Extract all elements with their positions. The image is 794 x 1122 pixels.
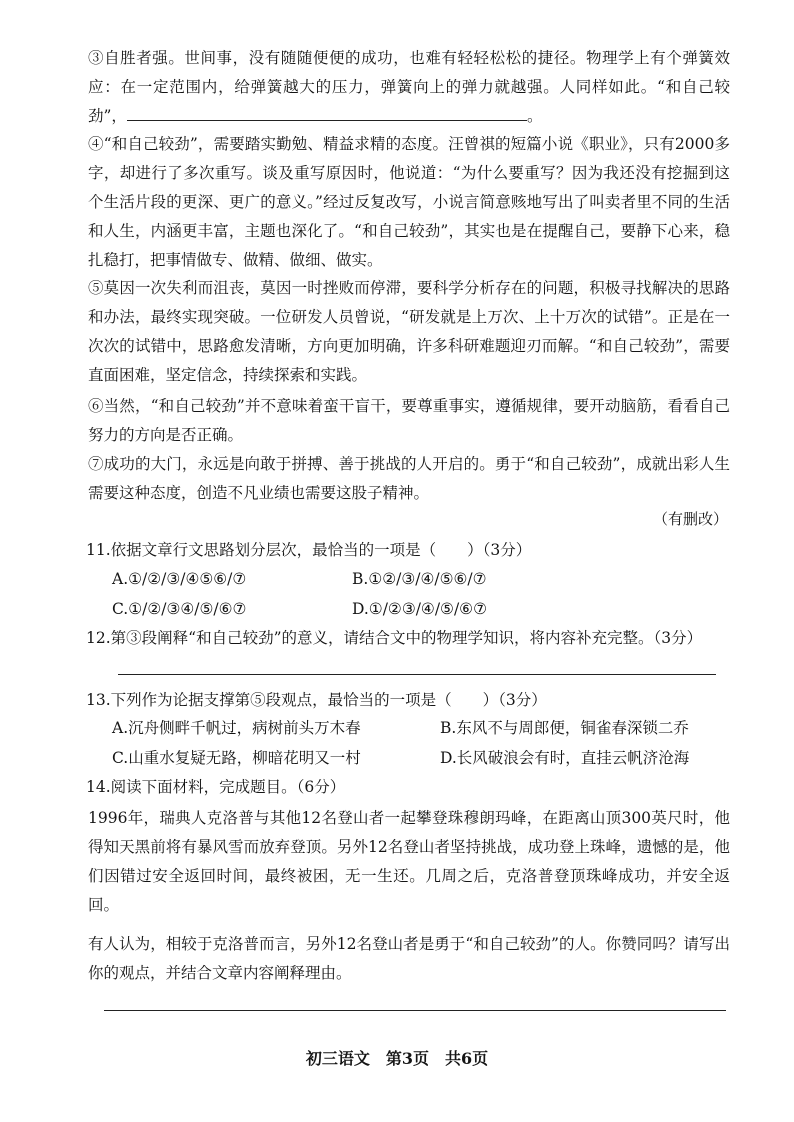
- question-12-answer-line[interactable]: [118, 674, 716, 675]
- question-14-stem: 14.阅读下面材料，完成题目。（6分）: [86, 778, 346, 796]
- paragraph-3: [88, 44, 730, 131]
- question-13-stem: 13.下列作为论据支撑第⑤段观点，最恰当的一项是（ ）（3分）: [86, 691, 547, 709]
- paragraph-5: ⑤莫因一次失利而沮丧，莫因一时挫败而停滞，要科学分析存在的问题，积极寻找解决的思路和办法，最终实现突破。一位研发人员曾说，“研发就是上万次、上十万次的试错”。正是在一次次的试错中，思路愈发清晰，方向更加明确，许多科研难题迎刃而解。“和自己较劲”，需要直面困难，坚定信念，持续探索和实践。: [88, 279, 730, 384]
- question-11-option-c[interactable]: C.①/②/③④/⑤/⑥⑦: [112, 600, 247, 618]
- question-11-option-b[interactable]: B.①②/③/④/⑤⑥/⑦: [352, 570, 487, 588]
- question-14-material: 1996年，瑞典人克洛普与其他12名登山者一起攀登珠穆朗玛峰，在距离山顶300英尺时，他得知天黑前将有暴风雪而放弃登顶。另外12名登山者坚持挑战，成功登上珠峰，遗憾的是，他们因错过安全返回时间，最终被困，无一生还。几周之后，克洛普登顶珠峰成功，并安全返回。: [88, 809, 730, 914]
- question-13-option-d[interactable]: D.长风破浪会有时，直挂云帆济沧海: [440, 749, 690, 767]
- question-14-prompt: 有人认为，相较于克洛普而言，另外12名登山者是勇于“和自己较劲”的人。你赞同吗？请写出你的观点，并结合文章内容阐释理由。: [88, 935, 730, 982]
- answer-blank-inline[interactable]: [127, 106, 527, 121]
- question-11-stem: 11.依据文章行文思路划分层次，最恰当的一项是（ ）（3分）: [86, 541, 532, 559]
- page-footer: 初三语文 第3页 共6页: [305, 1049, 489, 1068]
- paragraph-3-end: 。: [526, 107, 543, 125]
- question-14-answer-line[interactable]: [104, 1010, 726, 1011]
- question-11-option-a[interactable]: A.①/②/③/④⑤⑥/⑦: [112, 570, 247, 588]
- paragraph-3-text: ③自胜者强。世间事，没有随随便便的成功，也难有轻轻松松的捷径。物理学上有个弹簧效应：在一定范围内，给弹簧越大的压力，弹簧向上的弹力就越强。人同样如此。“和自己较劲”，: [88, 49, 730, 125]
- question-13-option-a[interactable]: A.沉舟侧畔千帆过，病树前头万木春: [112, 719, 361, 737]
- paragraph-4: ④“和自己较劲”，需要踏实勤勉、精益求精的态度。汪曾祺的短篇小说《职业》，只有2000多字，却进行了多次重写。谈及重写原因时，他说道：“为什么要重写？因为我还没有挖掘到这个生活片段的更深、更广的意义。”经过反复改写，小说言简意赅地写出了叫卖者里不同的生活和人生，内涵更丰富，主题也深化了。“和自己较劲”，其实也是在提醒自己，要静下心来，稳扎稳打，把事情做专、做精、做细、做实。: [88, 135, 730, 269]
- paragraph-6: ⑥当然，“和自己较劲”并不意味着蛮干盲干，要尊重事实，遵循规律，要开动脑筋，看看自己努力的方向是否正确。: [88, 397, 730, 444]
- paragraph-7: ⑦成功的大门，永远是向敢于拼搏、善于挑战的人开启的。勇于“和自己较劲”，成就出彩人生需要这种态度，创造不凡业绩也需要这股子精神。: [88, 455, 730, 502]
- question-13-option-c[interactable]: C.山重水复疑无路，柳暗花明又一村: [112, 749, 361, 767]
- question-12-stem: 12.第③段阐释“和自己较劲”的意义，请结合文中的物理学知识，将内容补充完整。（3分）: [86, 629, 703, 647]
- edit-note: （有删改）: [652, 510, 728, 528]
- question-11-option-d[interactable]: D.①/②③/④/⑤/⑥⑦: [352, 600, 487, 618]
- question-13-option-b[interactable]: B.东风不与周郎便，铜雀春深锁二乔: [440, 719, 689, 737]
